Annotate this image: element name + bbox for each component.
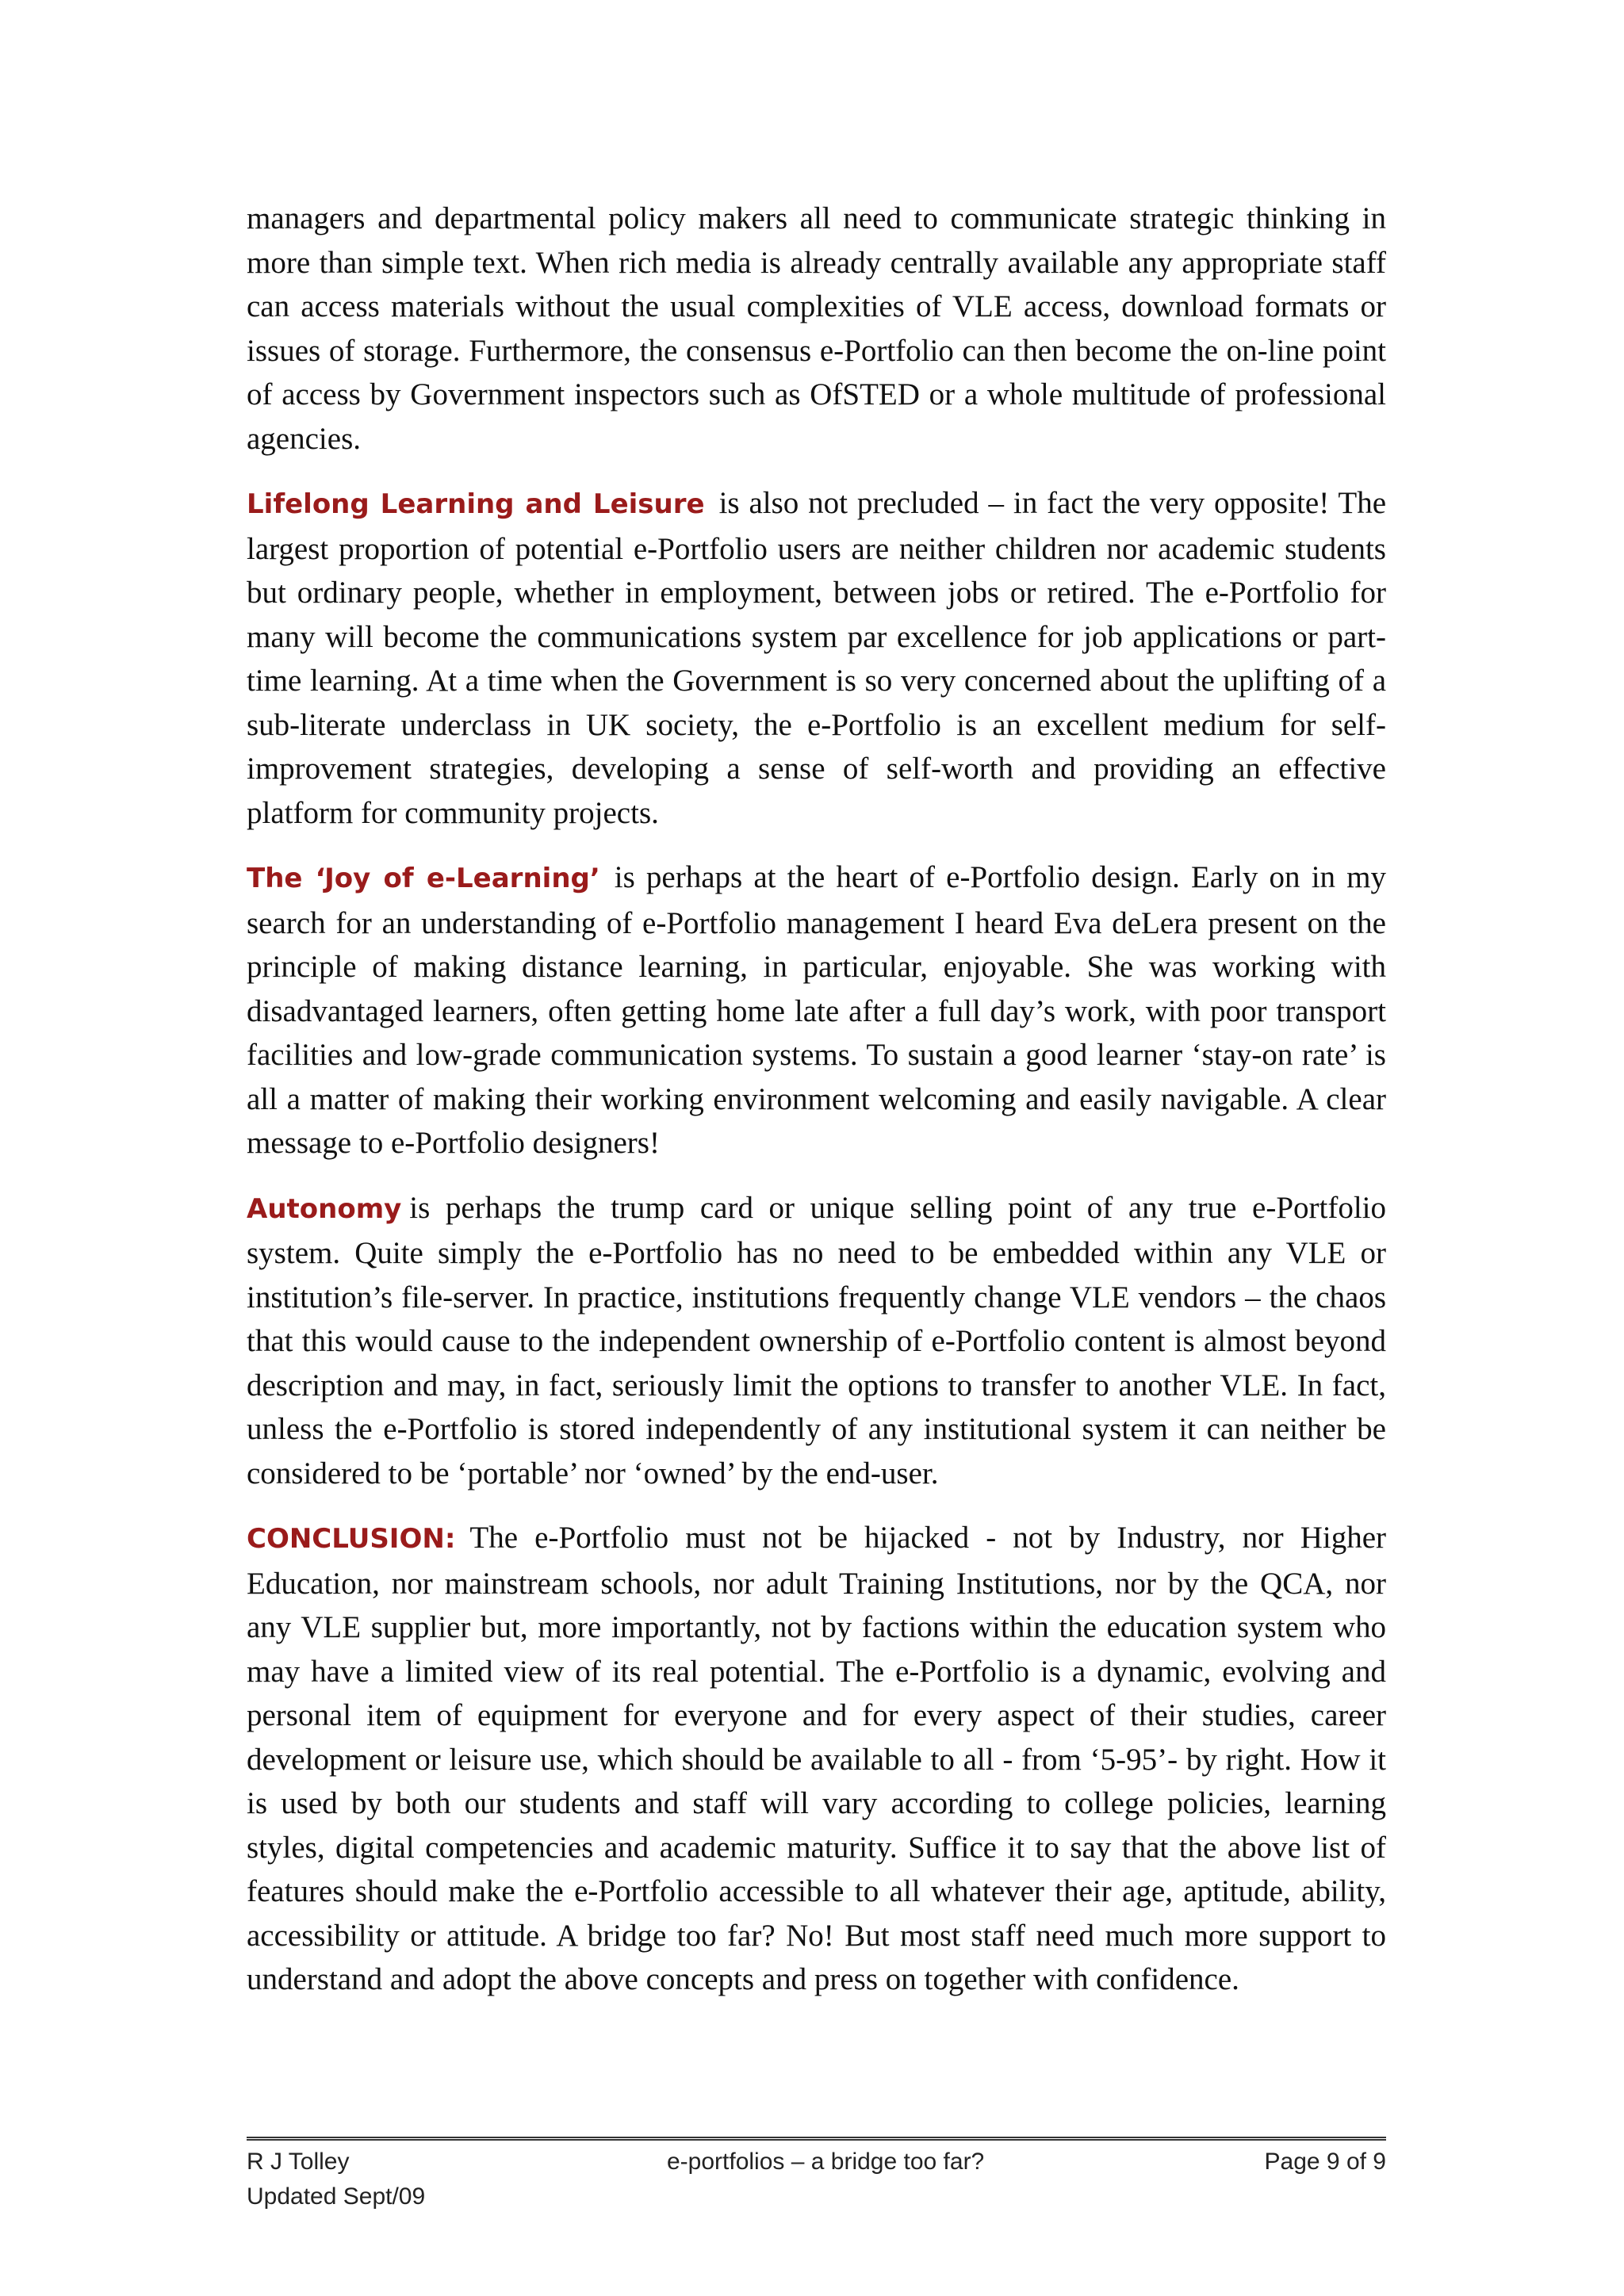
paragraph-text: is also not precluded – in fact the very opposite! The largest proportion of potential e-Portfolio users are neither children nor academic students but ordinary people, whether in employment, between jobs or retired. The e-Portfolio for many will become the communications system par excellence for job applications or part-time learning. At a time when the Government is so very concerned about the uplifting of a sub-literate underclass in UK society, the e-Portfolio is an excellent medium for self-improvement strategies, developing a sense of self-worth and providing an effective platform for community projects. — [247, 486, 1386, 830]
section-heading-lifelong-learning: Lifelong Learning and Leisure — [247, 488, 705, 520]
footer-divider — [247, 2137, 1386, 2141]
paragraph-conclusion — [247, 1516, 1386, 2002]
paragraph-joy-of-elearning — [247, 855, 1386, 1165]
paragraph-text: The e-Portfolio must not be hijacked - not by Industry, nor Higher Education, nor mainstream schools, nor adult Training Institutions, nor by the QCA, nor any VLE supplier but, more importantly, not by factions within the education system who may have a limited view of its real potential. The e-Portfolio is a dynamic, evolving and personal item of equipment for everyone and for every aspect of their studies, career development or leisure use, which should be available to all - from ‘5-95’- by right. How it is used by both our students and staff will vary according to college policies, learning styles, digital competencies and academic maturity. Suffice it to say that the above list of features should make the e-Portfolio accessible to all whatever their age, aptitude, ability, accessibility or attitude. A bridge too far? No! But most staff need much more support to understand and adopt the above concepts and press on together with confidence. — [247, 1521, 1386, 1996]
section-heading-conclusion: CONCLUSION: — [247, 1523, 456, 1555]
footer-document-title: e-portfolios – a bridge too far? — [667, 2149, 985, 2175]
paragraph-text: is perhaps at the heart of e-Portfolio design. Early on in my search for an understanding of e-Portfolio management I heard Eva deLera present on the principle of making distance learning, in particular, enjoyable. She was working with disadvantaged learners, often getting home late after a full day’s work, with poor transport facilities and low-grade communication systems. To sustain a good learner ‘stay-on rate’ is all a matter of making their working environment welcoming and easily navigable. A clear message to e-Portfolio designers! — [247, 860, 1387, 1160]
footer-updated-date: Updated Sept/09 — [247, 2183, 426, 2210]
paragraph-text: managers and departmental policy makers all need to communicate strategic thinking in more than simple text. When rich media is already centrally available any appropriate staff can access materials without the usual complexities of VLE access, download formats or issues of storage. Furthermore, the consensus e-Portfolio can then become the on-line point of access by Government inspectors such as OfSTED or a whole multitude of professional agencies. — [247, 201, 1386, 456]
paragraph-lifelong-learning — [247, 481, 1386, 835]
section-heading-joy-of-elearning: The ‘Joy of e-Learning’ — [247, 863, 600, 894]
paragraph-autonomy — [247, 1186, 1386, 1496]
paragraph-text: is perhaps the trump card or unique selling point of any true e-Portfolio system. Quite simply the e-Portfolio has no need to be embedded within any VLE or institution’s file-server. In practice, institutions frequently change VLE vendors – the chaos that this would cause to the independent ownership of e-Portfolio content is almost beyond description and may, in fact, seriously limit the options to transfer to another VLE. In fact, unless the e-Portfolio is stored independently of any institutional system it can neither be considered to be ‘portable’ nor ‘owned’ by the end-user. — [247, 1190, 1386, 1490]
footer-page-number: Page 9 of 9 — [1264, 2149, 1386, 2175]
paragraph-intro — [247, 197, 1386, 461]
page-footer — [247, 2145, 1386, 2214]
document-body — [247, 197, 1386, 2022]
section-heading-autonomy: Autonomy — [247, 1192, 402, 1225]
footer-author: R J Tolley — [247, 2149, 350, 2175]
